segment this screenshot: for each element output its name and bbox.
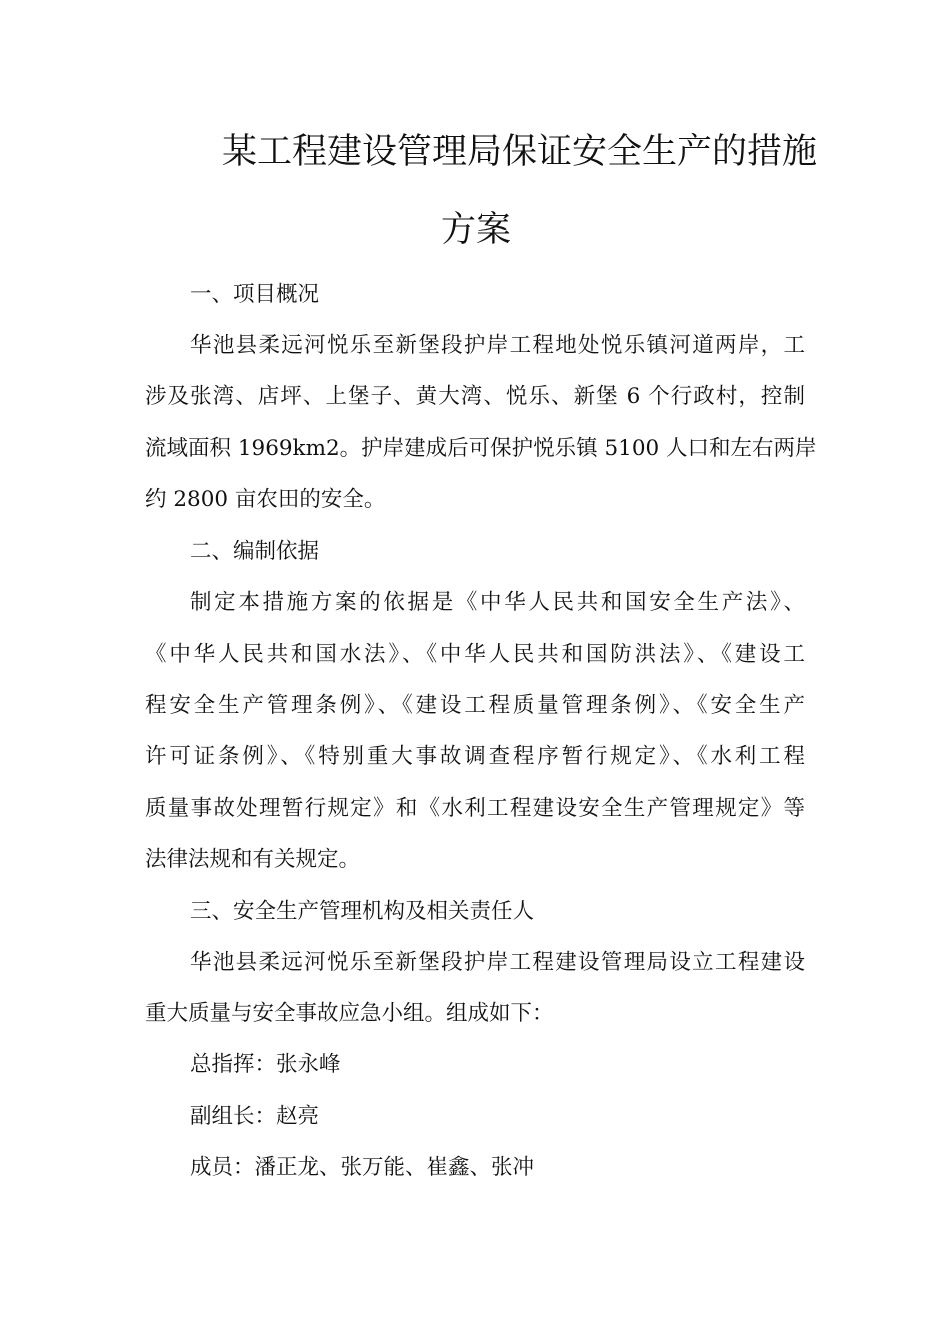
section-2-heading: 二、编制依据 [190, 539, 320, 564]
section-1-paragraph-line: 约 2800 亩农田的安全。 [145, 487, 386, 512]
section-1-paragraph-line: 流域面积 1969km2。护岸建成后可保护悦乐镇 5100 人口和左右两岸 [145, 436, 817, 461]
section-2-paragraph-line: 程安全生产管理条例》、《建设工程质量管理条例》、《安全生产 [145, 693, 805, 718]
section-2-paragraph-line: 法律法规和有关规定。 [145, 847, 361, 872]
section-2-paragraph-line: 许可证条例》、《特别重大事故调查程序暂行规定》、《水利工程 [145, 744, 805, 769]
section-3-paragraph-line: 重大质量与安全事故应急小组。组成如下： [145, 1001, 554, 1026]
commander-line: 总指挥：张永峰 [190, 1052, 341, 1077]
section-3-heading: 三、安全生产管理机构及相关责任人 [190, 899, 535, 924]
section-1-paragraph-line: 华池县柔远河悦乐至新堡段护岸工程地处悦乐镇河道两岸，工 [190, 333, 805, 358]
section-2-paragraph-line: 质量事故处理暂行规定》和《水利工程建设安全生产管理规定》等 [145, 796, 805, 821]
section-2-paragraph-line: 《中华人民共和国水法》、《中华人民共和国防洪法》、《建设工 [145, 642, 805, 667]
section-1-paragraph-line: 涉及张湾、店坪、上堡子、黄大湾、悦乐、新堡 6 个行政村，控制 [145, 384, 805, 409]
section-2-paragraph-line: 制定本措施方案的依据是《中华人民共和国安全生产法》、 [190, 590, 805, 615]
section-3-paragraph-line: 华池县柔远河悦乐至新堡段护岸工程建设管理局设立工程建设 [190, 950, 805, 975]
deputy-leader-line: 副组长：赵亮 [190, 1104, 320, 1129]
document-title-line-1: 某工程建设管理局保证安全生产的措施 [222, 132, 818, 172]
document-title-line-2: 方案 [441, 210, 512, 250]
section-1-heading: 一、项目概况 [190, 282, 320, 307]
members-line: 成员：潘正龙、张万能、崔鑫、张冲 [190, 1155, 535, 1180]
